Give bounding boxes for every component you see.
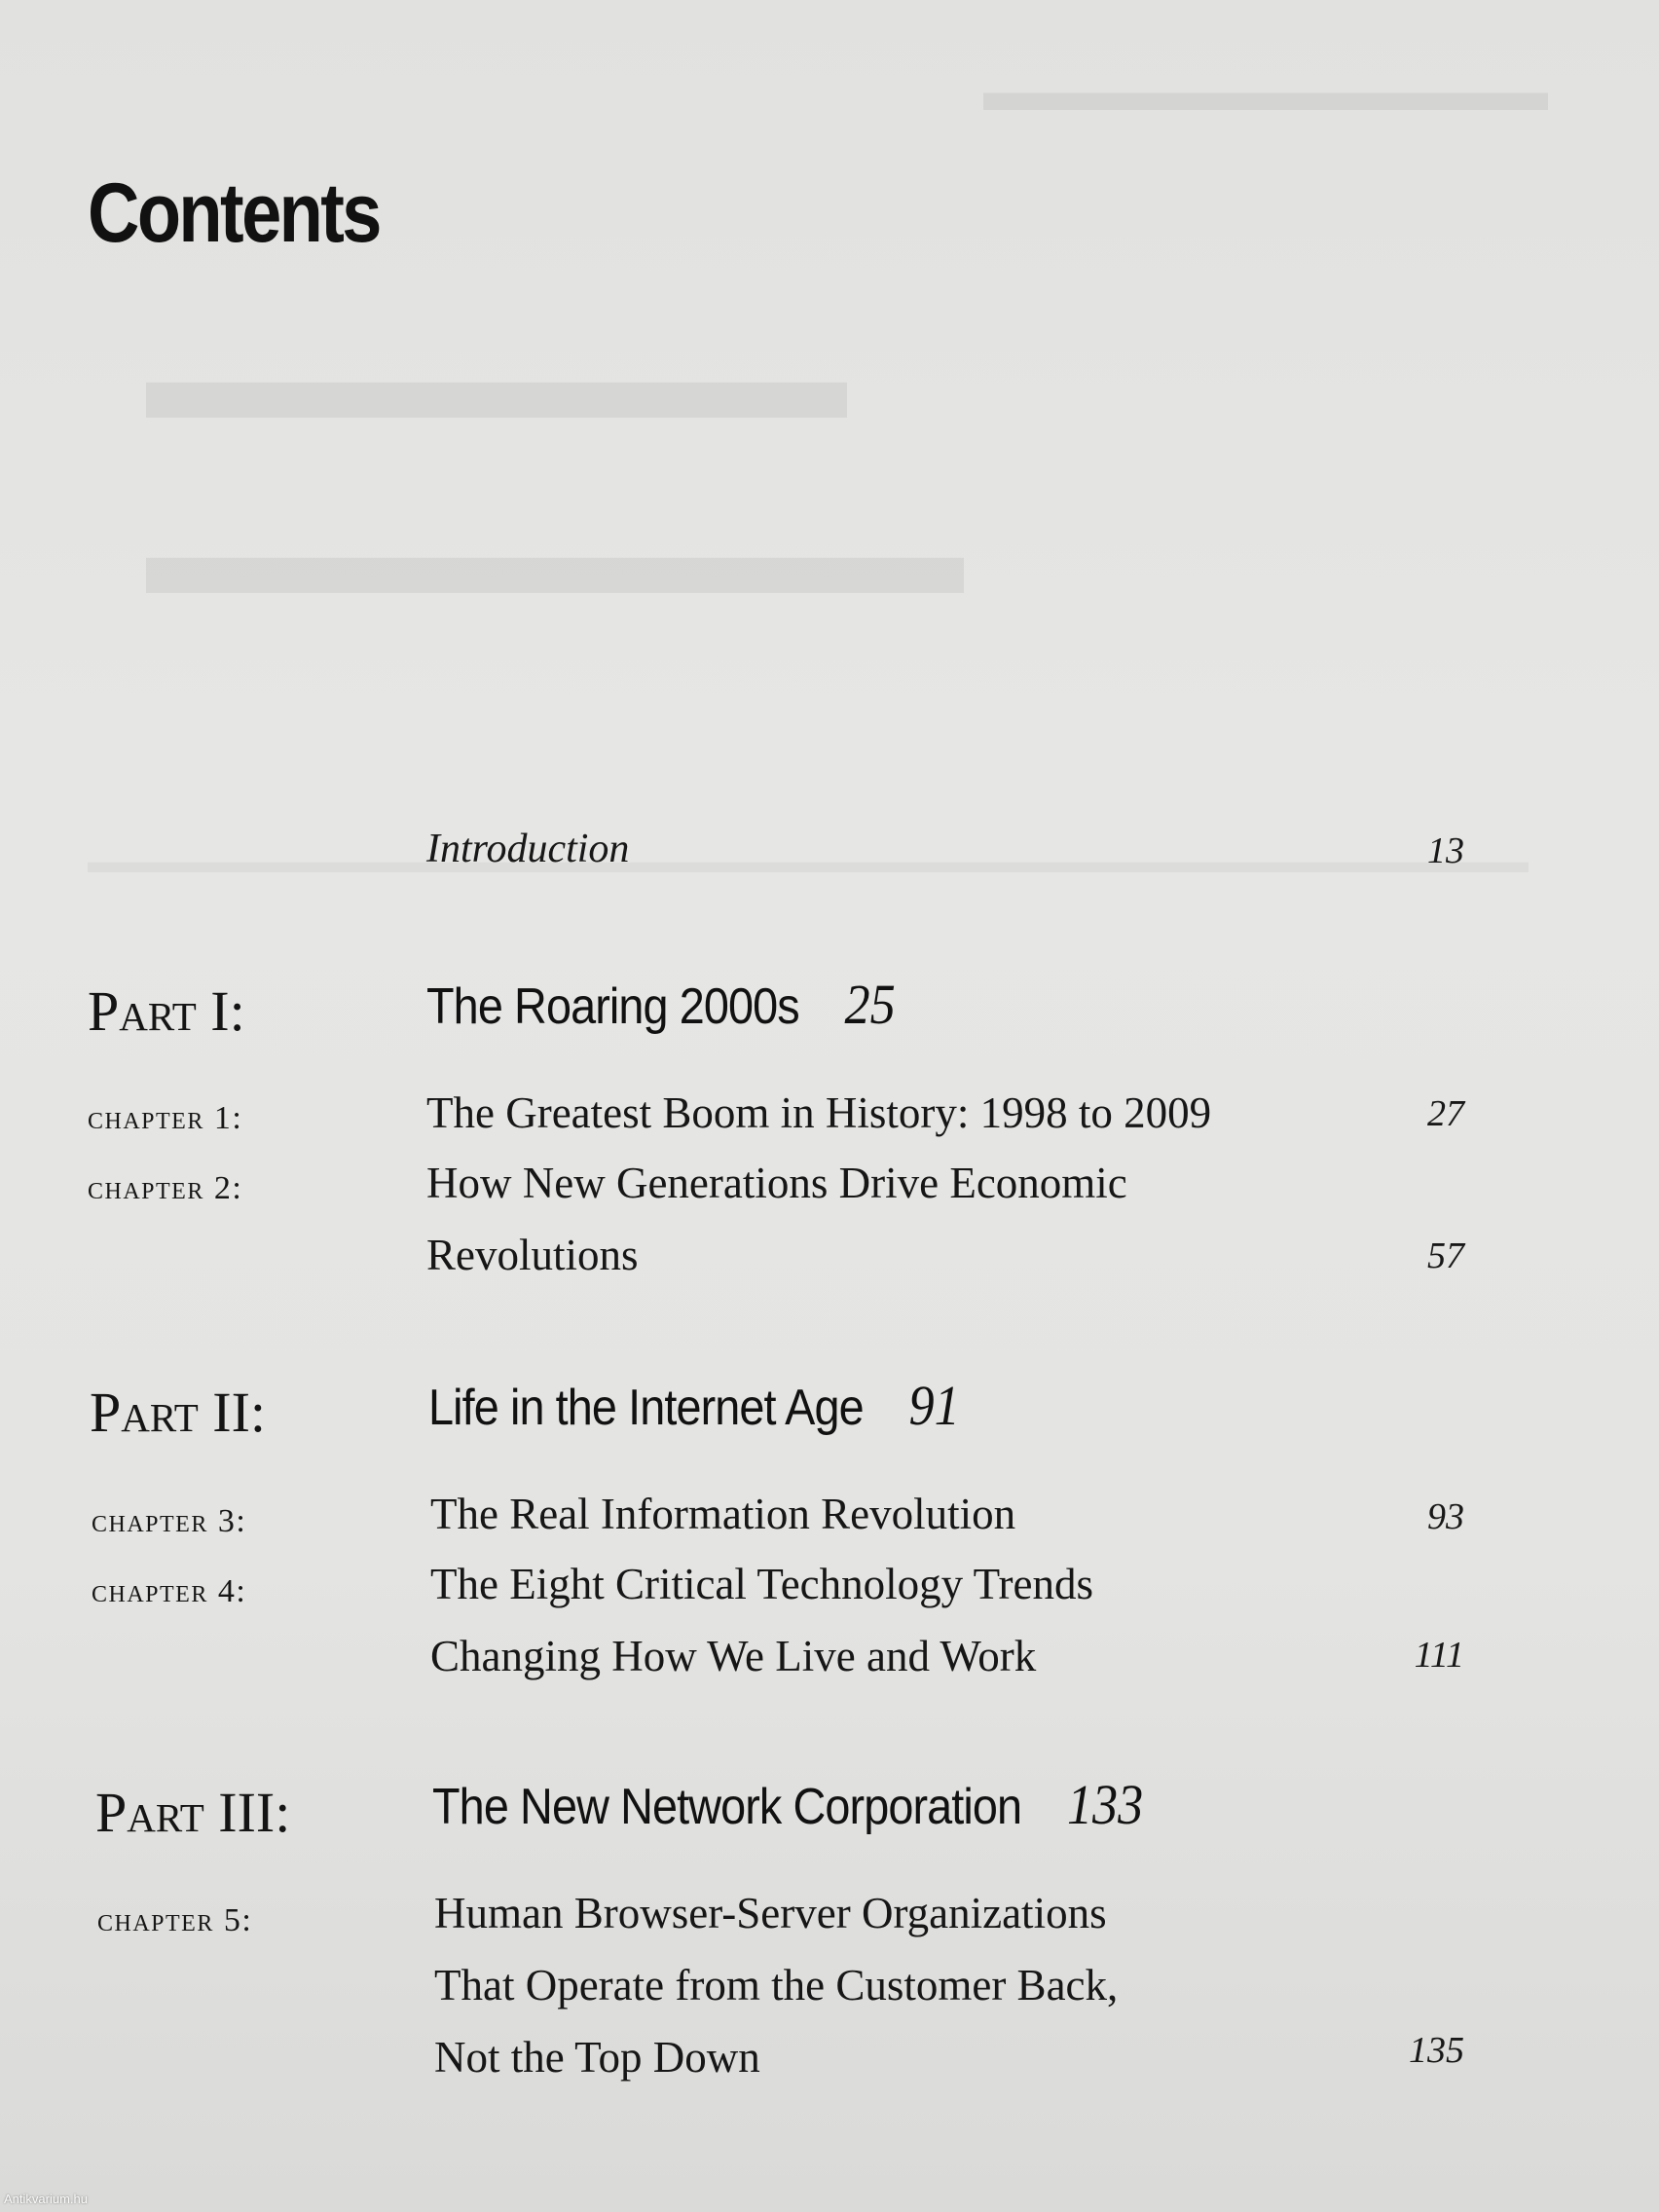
part-title xyxy=(426,972,896,1037)
chapter-title xyxy=(434,1877,1118,2093)
chapter-page-number: 57 xyxy=(1427,1235,1464,1276)
chapter-page-number: 111 xyxy=(1414,1635,1464,1676)
part-page-number: 133 xyxy=(1066,1773,1144,1836)
part-title-text: The Roaring 2000s xyxy=(426,978,799,1035)
show-through-heading-1: ▬▬▬▬▬▬▬▬▬▬ xyxy=(983,59,1548,123)
part-label: Part III: xyxy=(95,1781,291,1844)
chapter-page-number: 93 xyxy=(1427,1496,1464,1537)
chapter-title xyxy=(430,1548,1093,1692)
chapter-title-line: Not the Top Down xyxy=(434,2033,760,2082)
show-through-heading-2: ▬▬▬▬▬▬ xyxy=(146,313,847,443)
part-label: Part II: xyxy=(90,1381,267,1444)
part-page-number: 91 xyxy=(908,1374,960,1437)
page-title: Contents xyxy=(88,166,380,260)
chapter-page-number: 135 xyxy=(1409,2030,1464,2071)
chapter-title-line: The Real Information Revolution xyxy=(430,1490,1016,1538)
chapter-label: chapter 4: xyxy=(92,1573,247,1609)
chapter-label: chapter 2: xyxy=(88,1170,243,1206)
part-title xyxy=(428,1373,960,1438)
part-label: Part I: xyxy=(88,979,245,1043)
introduction-label: Introduction xyxy=(426,827,630,871)
part-title-text: The New Network Corporation xyxy=(432,1779,1022,1835)
chapter-label: chapter 5: xyxy=(97,1902,253,1938)
chapter-title-line: The Greatest Boom in History: 1998 to 2009 xyxy=(426,1088,1212,1137)
chapter-title-line: Revolutions xyxy=(426,1231,639,1279)
show-through-heading-3: ▬▬▬▬▬▬▬ xyxy=(146,489,964,618)
chapter-title-line: How New Generations Drive Economic xyxy=(426,1159,1127,1207)
chapter-title-line: Human Browser-Server Organizations xyxy=(434,1889,1107,1937)
chapter-label: chapter 1: xyxy=(88,1100,243,1136)
chapter-page-number: 27 xyxy=(1427,1093,1464,1134)
chapter-label: chapter 3: xyxy=(92,1503,247,1539)
chapter-title xyxy=(430,1478,1015,1550)
part-title xyxy=(432,1772,1143,1837)
introduction-page-number: 13 xyxy=(1427,830,1464,871)
watermark: Antikvarium.hu xyxy=(4,2192,88,2206)
part-page-number: 25 xyxy=(844,973,896,1036)
part-title-text: Life in the Internet Age xyxy=(428,1380,864,1436)
chapter-title xyxy=(426,1147,1127,1291)
chapter-title-line: The Eight Critical Technology Trends xyxy=(430,1560,1093,1608)
chapter-title-line: Changing How We Live and Work xyxy=(430,1632,1037,1680)
chapter-title xyxy=(426,1077,1211,1149)
chapter-title-line: That Operate from the Customer Back, xyxy=(434,1961,1119,2009)
